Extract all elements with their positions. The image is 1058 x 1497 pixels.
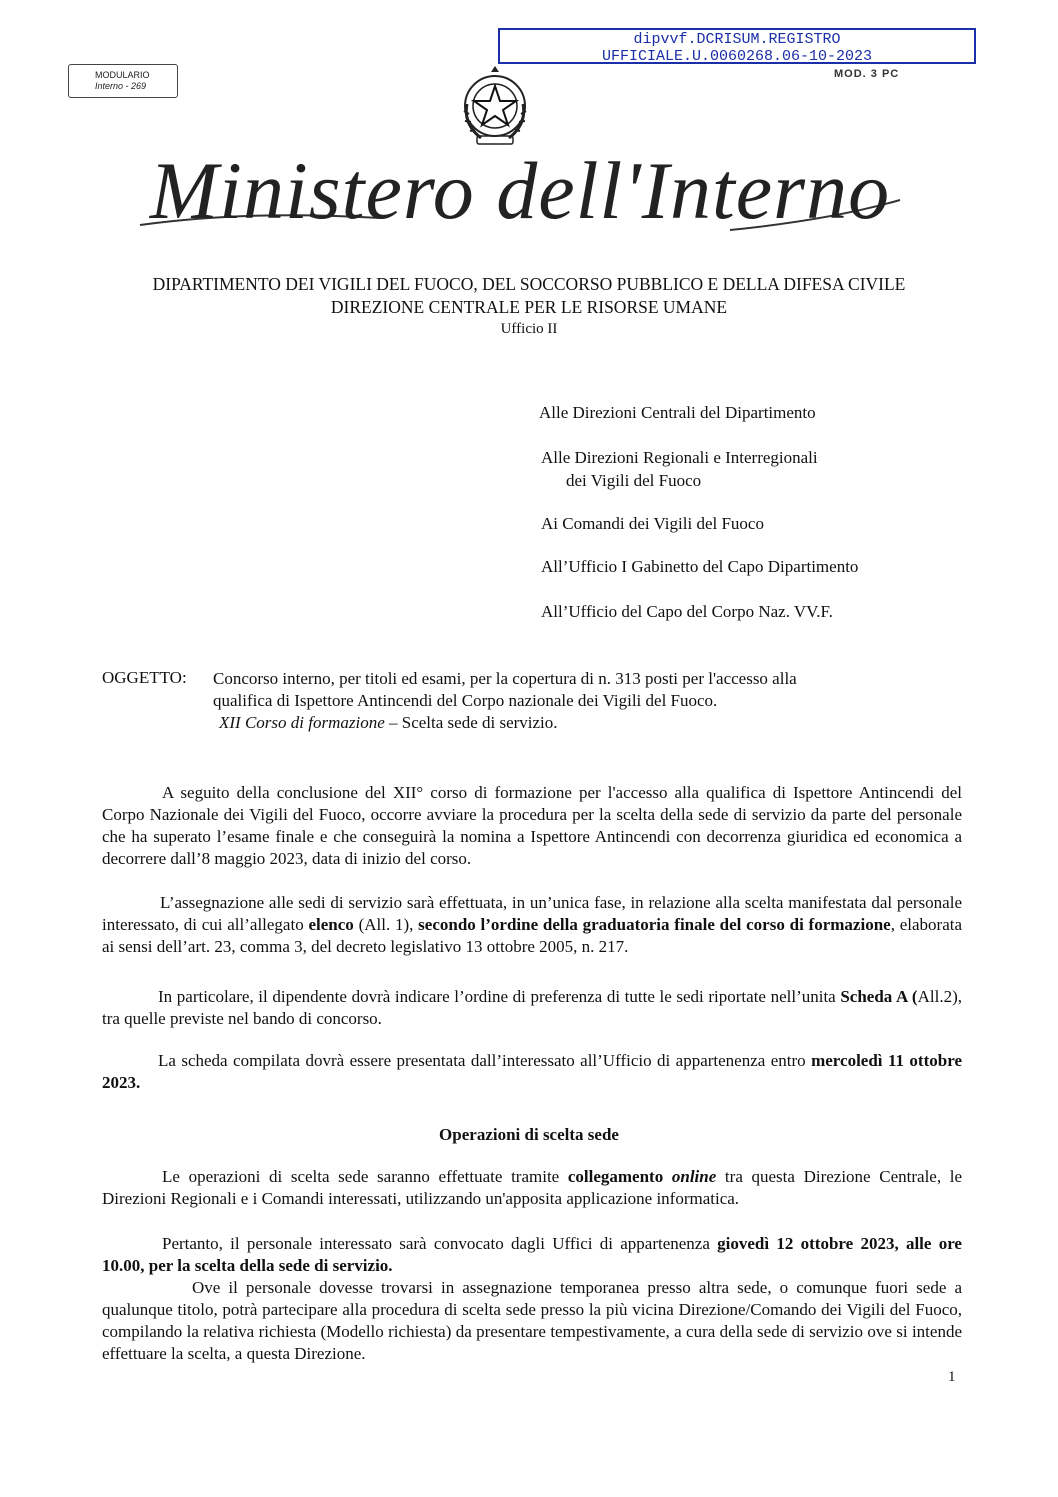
modulario-code: Interno - 269 (95, 81, 147, 91)
modulario-title: MODULARIO (95, 70, 150, 80)
p4-a: La scheda compilata dovrà essere presentata dall’interessato all’Ufficio di appartenenza entro (158, 1051, 812, 1070)
paragraph-4 (102, 1050, 962, 1094)
mod-label: MOD. 3 PC (834, 68, 900, 80)
p5-c: online (671, 1167, 717, 1186)
subject-line-1: Concorso interno, per titoli ed esami, per la copertura di n. 313 posti per l'accesso alla (213, 669, 797, 688)
p2-e: , elaborata ai sensi dell’art. 23, comma 3, del decreto legislativo 13 ottobre 2005, n. 217. (102, 915, 963, 956)
p3-b: Scheda A ( (840, 987, 918, 1006)
p6-b: giovedì 12 ottobre 2023, alle ore 10.00, per la scelta della sede di servizio. (102, 1234, 962, 1275)
ministry-logotype (130, 140, 910, 250)
subject-label: OGGETTO: (102, 668, 187, 687)
paragraph-3 (102, 986, 962, 1030)
paragraph-2 (102, 892, 962, 958)
subject-text (213, 668, 913, 734)
paragraph-7 (102, 1277, 962, 1365)
p5-d: tra questa Direzione Centrale, le Direzioni Regionali e i Comandi interessati, utilizzando un'apposita applicazione informatica. (102, 1167, 962, 1208)
protocol-stamp (498, 28, 976, 64)
direction-name: DIREZIONE CENTRALE PER LE RISORSE UMANE (330, 297, 728, 317)
recipient-5: All’Ufficio del Capo del Corpo Naz. VV.F. (541, 602, 833, 621)
p3-a: In particolare, il dipendente dovrà indicare l’ordine di preferenza di tutte le sedi riportate nell’unita (158, 987, 841, 1006)
paragraph-6-text (102, 1233, 962, 1277)
protocol-line-1: dipvvf.DCRISUM.REGISTRO (633, 31, 841, 48)
paragraph-2-text (102, 892, 962, 958)
paragraph-7-text: Ove il personale dovesse trovarsi in assegnazione temporanea presso altra sede, o comunque fuori sede a qualunque titolo, potrà partecipare alla procedura di scelta sede presso la più vicina Direzione/Comando dei Vigili del Fuoco, compilando la relativa richiesta (Modello richiesta) da presentare tempestivamente, a cura della sede di servizio ove si intende effettuare la scelta, a questa Direzione. (102, 1278, 962, 1363)
paragraph-5-text (102, 1166, 962, 1210)
p2-b: elenco (308, 915, 354, 934)
office-name: Ufficio II (500, 321, 558, 337)
subject-course-rest: – Scelta sede di servizio. (384, 713, 558, 732)
recipient-1: Alle Direzioni Centrali del Dipartimento (539, 403, 816, 422)
page-number: 1 (948, 1369, 956, 1385)
p5-a: Le operazioni di scelta sede saranno effettuate tramite (162, 1167, 568, 1186)
protocol-line-2: UFFICIALE.U.0060268.06-10-2023 (601, 48, 873, 65)
paragraph-6 (102, 1233, 962, 1277)
paragraph-3-text (102, 986, 962, 1030)
subject-line-2: qualifica di Ispettore Antincendi del Corpo nazionale dei Vigili del Fuoco. (213, 691, 718, 710)
paragraph-1-text: A seguito della conclusione del XII° corso di formazione per l'accesso alla qualifica di Ispettore Antincendi del Corpo Nazionale dei Vigili del Fuoco, occorre avviare la procedura per la scelta della sede di servizio da parte del personale che ha superato l’esame finale e che conseguirà la nomina a Ispettore Antincendi con decorrenza giuridica ed economica a decorrere dall’8 maggio 2023, data di inizio del corso. (102, 783, 962, 868)
subject-course: XII Corso di formazione (219, 713, 385, 732)
p5-b: collegamento (567, 1167, 672, 1186)
p2-a: L’assegnazione alle sedi di servizio sarà effettuata, in un’unica fase, in relazione alla scelta manifestata dal personale interessato, di cui all’allegato (102, 893, 962, 934)
paragraph-5 (102, 1166, 962, 1210)
p3-c: All.2), tra quelle previste nel bando di concorso. (102, 987, 962, 1028)
paragraph-4-text (102, 1050, 962, 1094)
section-title: Operazioni di scelta sede (439, 1125, 619, 1144)
recipient-4: All’Ufficio I Gabinetto del Capo Dipartimento (541, 557, 859, 576)
recipient-3: Ai Comandi dei Vigili del Fuoco (541, 514, 764, 533)
p2-d: secondo l’ordine della graduatoria finale del corso di formazione (418, 915, 891, 934)
modulario-box (68, 64, 178, 98)
ministry-name-text: Ministero dell'Interno (149, 145, 891, 236)
p4-b: mercoledì 11 ottobre 2023. (102, 1051, 962, 1092)
department-name: DIPARTIMENTO DEI VIGILI DEL FUOCO, DEL SOCCORSO PUBBLICO E DELLA DIFESA CIVILE (152, 274, 906, 294)
recipient-2b: dei Vigili del Fuoco (566, 471, 702, 490)
recipient-2: Alle Direzioni Regionali e Interregionali (541, 448, 818, 467)
p2-c: (All. 1), (353, 915, 419, 934)
subject-line-3 (213, 712, 913, 734)
paragraph-1 (102, 782, 962, 870)
p6-a: Pertanto, il personale interessato sarà convocato dagli Uffici di appartenenza (162, 1234, 718, 1253)
